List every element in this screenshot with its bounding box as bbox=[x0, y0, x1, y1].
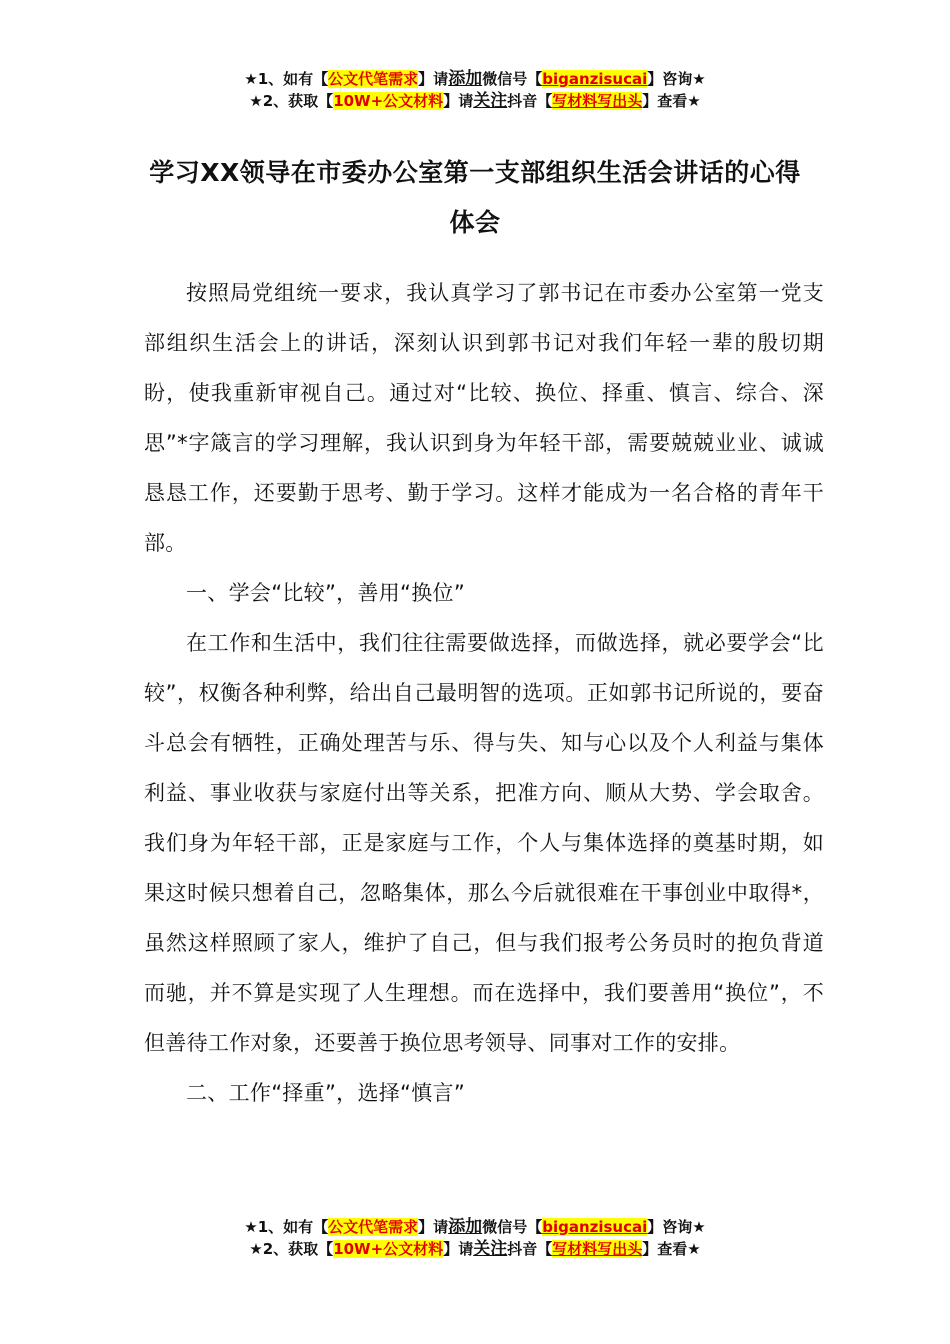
promo-text: 】请 bbox=[418, 70, 449, 88]
promo-text: ★1、如有【 bbox=[244, 70, 329, 88]
promo-text: 抖音【 bbox=[507, 1240, 553, 1258]
promo-emphasis: 添加 bbox=[448, 69, 483, 89]
section-heading: 二、工作“择重”，选择“慎言” bbox=[186, 1081, 466, 1105]
promo-text: 】咨询★ bbox=[647, 1218, 706, 1236]
promo-line-2 bbox=[0, 1238, 950, 1260]
promo-text: 】请 bbox=[443, 1240, 474, 1258]
document-body bbox=[144, 268, 824, 1118]
promo-text: 】咨询★ bbox=[647, 70, 706, 88]
promo-highlight: 10W+公文材料 bbox=[333, 1240, 444, 1258]
douyin-account-link[interactable]: 写材料写出头 bbox=[552, 1240, 643, 1258]
paragraph: 在工作和生活中，我们往往需要做选择，而做选择，就必要学会“比较”，权衡各种利弊，给出自己最明智的选项。正如郭书记所说的，要奋斗总会有牺牲，正确处理苦与乐、得与失、知与心以及个人利益与集体利益、事业收获与家庭付出等关系，把准方向、顺从大势、学会取舍。我们身为年轻干部，正是家庭与工作，个人与集体选择的奠基时期，如果这时候只想着自己，忽略集体，那么今后就很难在干事创业中取得*，虽然这样照顾了家人，维护了自己，但与我们报考公务员时的抱负背道而驰，并不算是实现了人生理想。而在选择中，我们要善用“换位”，不但善待工作对象，还要善于换位思考领导、同事对工作的安排。 bbox=[144, 631, 824, 1055]
promo-highlight: 10W+公文材料 bbox=[333, 92, 444, 110]
promo-text: ★2、获取【 bbox=[249, 92, 334, 110]
promo-banner-top bbox=[0, 68, 950, 112]
promo-banner-bottom bbox=[0, 1216, 950, 1260]
promo-text: ★1、如有【 bbox=[244, 1218, 329, 1236]
promo-text: 微信号【 bbox=[482, 70, 543, 88]
promo-line-2 bbox=[0, 90, 950, 112]
promo-text: 】请 bbox=[418, 1218, 449, 1236]
promo-highlight: 公文代笔需求 bbox=[328, 1218, 419, 1236]
promo-text: 微信号【 bbox=[482, 1218, 543, 1236]
wechat-id-link[interactable]: biganzisucai bbox=[542, 70, 648, 88]
section-heading: 一、学会“比较”，善用“换位” bbox=[186, 581, 466, 605]
promo-line-1 bbox=[0, 68, 950, 90]
promo-emphasis: 添加 bbox=[448, 1217, 483, 1237]
paragraph: 按照局党组统一要求，我认真学习了郭书记在市委办公室第一党支部组织生活会上的讲话，深刻认识到郭书记对我们年轻一辈的殷切期盼，使我重新审视自己。通过对“比较、换位、择重、慎言、综合、深思”*字箴言的学习理解，我认识到身为年轻干部，需要兢兢业业、诚诚恳恳工作，还要勤于思考、勤于学习。这样才能成为一名合格的青年干部。 bbox=[144, 281, 824, 555]
promo-text: 】查看★ bbox=[642, 92, 701, 110]
document-title: 学习XX领导在市委办公室第一支部组织生活会讲话的心得体会 bbox=[149, 158, 801, 237]
wechat-id-link[interactable]: biganzisucai bbox=[542, 1218, 648, 1236]
promo-emphasis: 关注 bbox=[473, 91, 508, 111]
douyin-account-link[interactable]: 写材料写出头 bbox=[552, 92, 643, 110]
promo-highlight: 公文代笔需求 bbox=[328, 70, 419, 88]
promo-text: 抖音【 bbox=[507, 92, 553, 110]
promo-text: 】查看★ bbox=[642, 1240, 701, 1258]
promo-line-1 bbox=[0, 1216, 950, 1238]
promo-text: ★2、获取【 bbox=[249, 1240, 334, 1258]
promo-emphasis: 关注 bbox=[473, 1239, 508, 1259]
promo-text: 】请 bbox=[443, 92, 474, 110]
